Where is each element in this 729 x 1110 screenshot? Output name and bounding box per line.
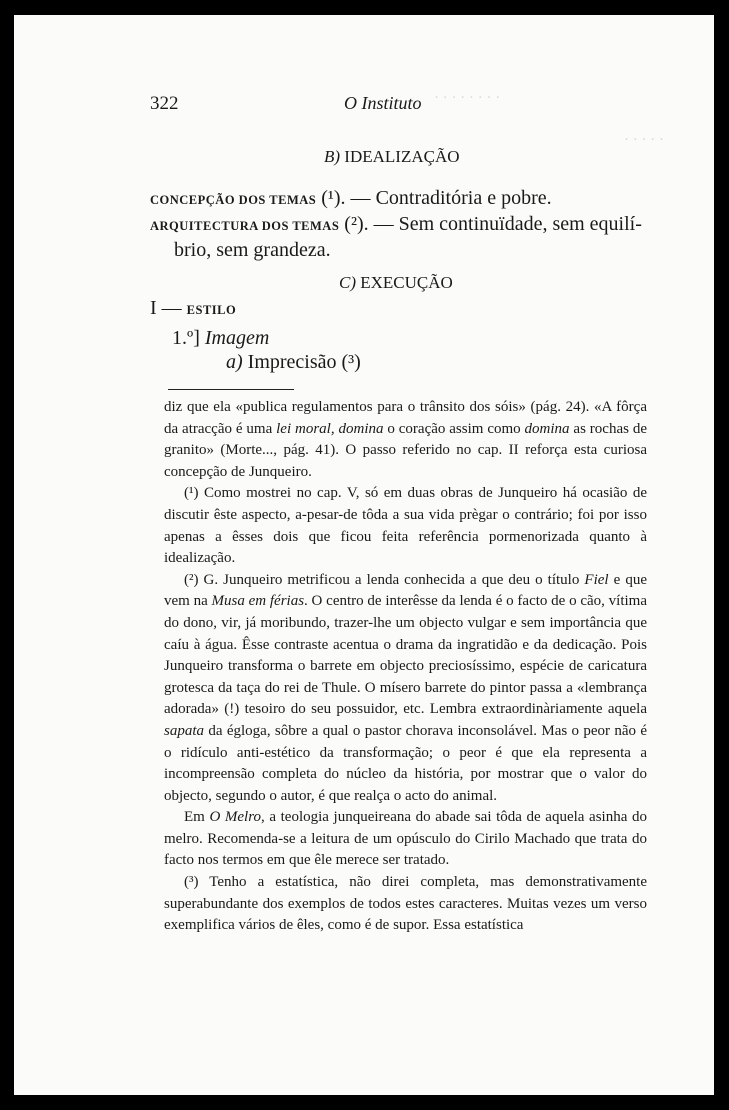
section-title: EXECUÇÃO <box>356 273 453 292</box>
concepcao-mark: (¹). — <box>316 187 376 209</box>
estilo-label: ESTILO <box>186 303 237 317</box>
bleed-through-text: · · · · · <box>624 132 664 148</box>
arquitectura-label: ARQUITECTURA DOS TEMAS <box>150 219 340 233</box>
section-title: IDEALIZAÇÃO <box>340 147 460 166</box>
footnote-2-continued: Em O Melro, a teologia junqueireana do abade sai tôda de aquela asinha do melro. Recomenda-se a leitura de um opúsculo do Cirilo Machado que trata do facto nos termos em que êle merece ser tratado. <box>164 809 647 869</box>
book-page <box>14 15 714 1095</box>
running-head: O Instituto <box>344 93 422 113</box>
arquitectura-mark: (²). — <box>339 213 399 235</box>
bleed-through-text: · · · · · · · · <box>434 90 501 106</box>
imagem-number: 1.º] <box>172 327 205 349</box>
footnotes <box>164 397 647 937</box>
section-letter: B) <box>324 147 341 166</box>
concepcao-label: CONCEPÇÃO DOS TEMAS <box>150 193 317 207</box>
imprecisao-line <box>226 351 361 374</box>
arquitectura-line <box>150 213 642 236</box>
imprecisao-title: Imprecisão (³) <box>242 351 361 373</box>
arquitectura-text: Sem continuïdade, sem equilí- <box>398 213 642 235</box>
imagem-line <box>172 327 269 350</box>
estilo-line <box>150 297 236 320</box>
concepcao-text: Contraditória e pobre. <box>375 187 552 209</box>
estilo-numeral: I — <box>150 297 187 319</box>
imagem-title: Imagem <box>204 327 270 349</box>
footnote-continuation: diz que ela «publica regulamentos para o trânsito dos sóis» (pág. 24). «A fôrça da atracção é uma lei moral, domina o coração assim como domina as rochas de granito» (Morte..., pág. 41). O passo referido no cap. II reforça esta curiosa concepção de Junqueiro. <box>164 399 647 480</box>
section-letter: C) <box>339 273 356 292</box>
footnote-rule <box>168 389 294 390</box>
imprecisao-letter: a) <box>226 351 243 373</box>
footnote-2: (²) G. Junqueiro metrificou a lenda conhecida a que deu o título Fiel e que vem na Musa em férias. O centro de interêsse da lenda é o facto de o cão, vítima do dono, vir, já moribundo, trazer-lhe um objecto vulgar e sem importância que caíu à água. Êsse contraste acentua o drama da ingratidão e da dedicação. Pois Junqueiro transforma o barrete em objecto preciosíssimo, espécie de caricatura grotesca da taça do rei de Thule. O mísero barrete do pintor passa a «lembrança adorada» (!) tesoiro do seu possuidor, etc. Lembra extraordinàriamente aquela sapata da égloga, sôbre a qual o pastor chorava inconsolável. Mas o peor não é o ridículo anti-estético da transformação; o peor é que ela representa a incompreensão completa do núcleo da história, por mostrar que o valor do objecto, segundo o autor, é que realça o acto do animal. <box>164 571 647 804</box>
concepcao-line <box>150 187 552 210</box>
footnote-3: (³) Tenho a estatística, não direi completa, mas demonstrativamente superabundante dos exemplos de todos estes caracteres. Muitas vezes um verso exemplifica vários de êles, como é de supor. Essa estatística <box>164 874 647 934</box>
section-heading-execucao <box>339 273 453 293</box>
page-number: 322 <box>150 93 179 114</box>
section-heading-idealizacao <box>324 147 460 167</box>
footnote-1: (¹) Como mostrei no cap. V, só em duas obras de Junqueiro há ocasião de discutir êste aspecto, a-pesar-de tôda a sua vida prègar o contrário; foi por isso apenas a êsses dois que ficou feita referência pormenorizada quanto à idealização. <box>164 485 647 567</box>
arquitectura-line-2: brio, sem grandeza. <box>174 239 331 261</box>
